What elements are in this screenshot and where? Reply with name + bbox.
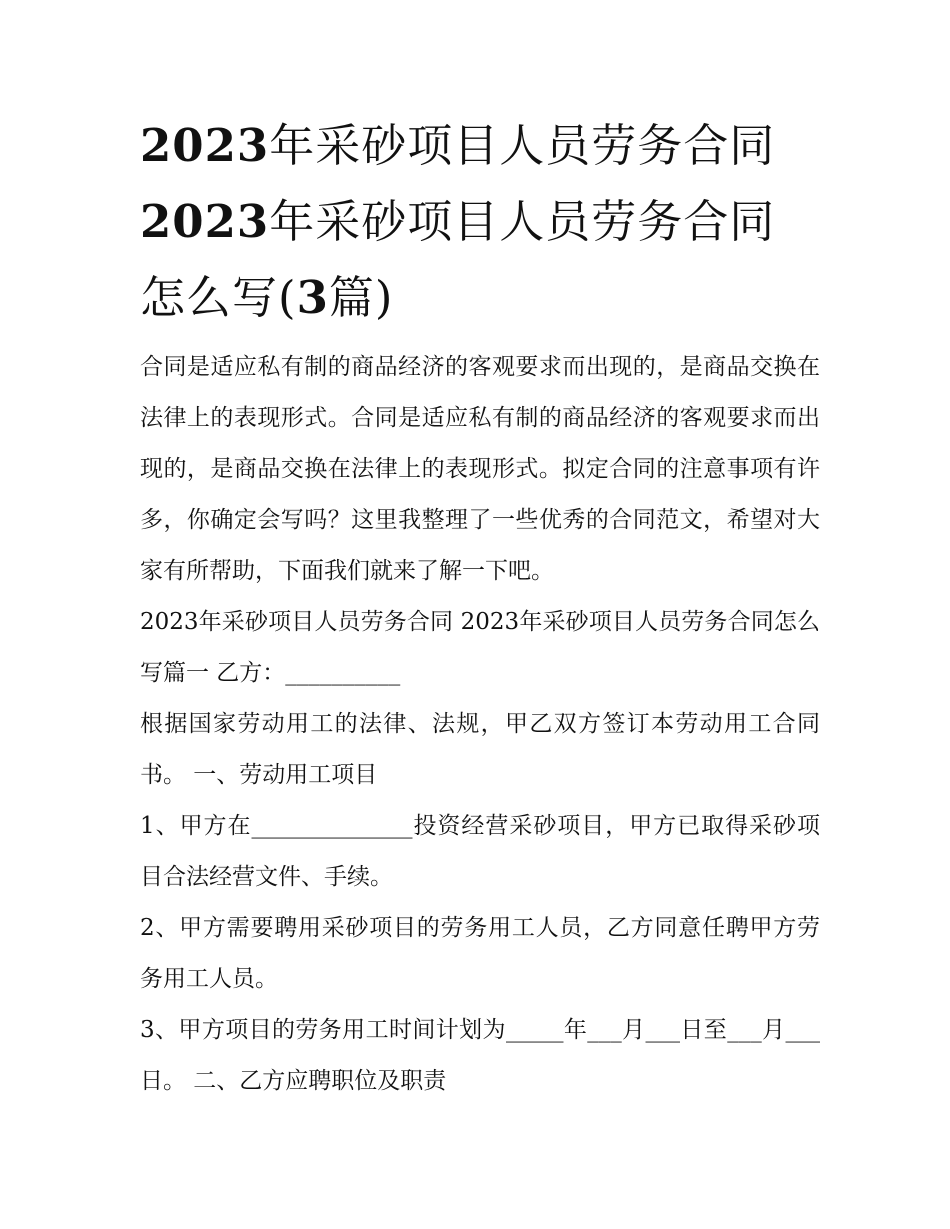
legal-basis-paragraph: 根据国家劳动用工的法律、法规，甲乙双方签订本劳动用工合同书。 一、劳动用工项目 — [140, 711, 820, 788]
clause-1-paragraph: 1、甲方在______________投资经营采砂项目，甲方已取得采砂项目合法经营文件、手续。 — [140, 813, 820, 890]
title-line1-text: 年采砂项目人员劳务合同 — [269, 119, 776, 172]
title-line3-num: 3 — [296, 271, 329, 324]
title-line2-text: 年采砂项目人员劳务合同 — [269, 195, 776, 248]
clause-3-paragraph: 3、甲方项目的劳务用工时间计划为_____年___月___日至___月___日。 二、乙方应聘职位及职责 — [140, 1017, 820, 1094]
title-line3-text-a: 怎么写( — [140, 271, 297, 324]
intro-paragraph: 合同是适应私有制的商品经济的客观要求而出现的，是商品交换在法律上的表现形式。合同是适应私有制的商品经济的客观要求而出现的，是商品交换在法律上的表现形式。拟定合同的注意事项有许多，你确定会写吗？这里我整理了一些优秀的合同范文，希望对大家有所帮助，下面我们就来了解一下吧。 — [140, 354, 820, 584]
section-heading-paragraph: 2023年采砂项目人员劳务合同 2023年采砂项目人员劳务合同怎么写篇一 乙方：__________ — [140, 609, 820, 686]
title-line1-year: 2023 — [140, 119, 270, 172]
document-title — [140, 108, 820, 336]
title-line2-year: 2023 — [140, 195, 270, 248]
title-line3-text-b: 篇) — [328, 271, 394, 324]
document-page — [140, 108, 820, 1107]
clause-2-paragraph: 2、甲方需要聘用采砂项目的劳务用工人员，乙方同意任聘甲方劳务用工人员。 — [140, 915, 820, 992]
